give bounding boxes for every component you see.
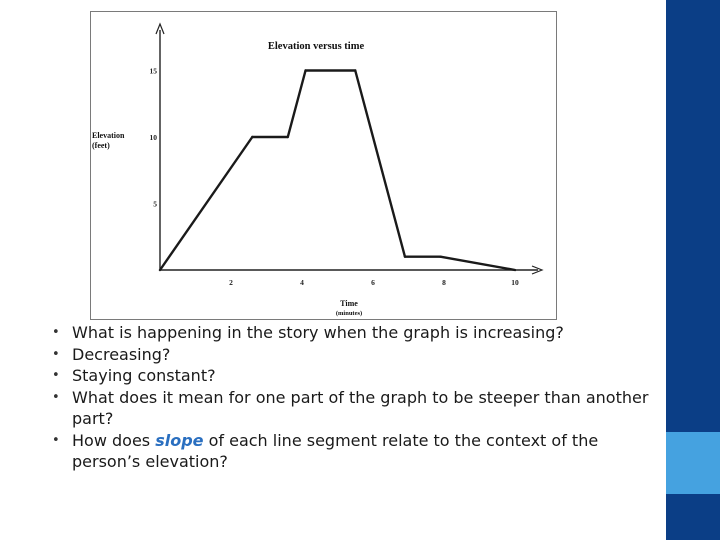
- x-tick-label: 2: [229, 278, 233, 287]
- y-axis-label: Elevation: [92, 131, 125, 140]
- question-item: • Decreasing?: [72, 344, 662, 366]
- question-item: • What does it mean for one part of the graph to be steeper than another part?: [72, 387, 662, 430]
- elevation-line-segment: [355, 71, 405, 257]
- x-tick-label: 8: [442, 278, 446, 287]
- chart-series: [160, 71, 515, 271]
- question-text-end: of each line segment relate to the context of the person’s elevation?: [72, 430, 599, 471]
- x-axis-label: Time: [340, 299, 358, 308]
- y-tick-label: 10: [149, 133, 157, 142]
- elevation-line-segment: [440, 257, 515, 270]
- chart-axes: [156, 24, 542, 274]
- sidebar-decoration-accent: [666, 432, 720, 494]
- x-tick-label: 10: [511, 278, 519, 287]
- y-axis-unit: (feet): [92, 141, 110, 150]
- sidebar-decoration-bottom: [666, 494, 720, 540]
- chart-ticks: [150, 67, 520, 288]
- elevation-line-segment: [160, 137, 252, 270]
- question-item: • Staying constant?: [72, 365, 662, 387]
- chart-title: Elevation versus time: [267, 41, 365, 52]
- question-list: [72, 322, 662, 473]
- x-tick-label: 6: [371, 278, 375, 287]
- slope-keyword: slope: [155, 430, 204, 450]
- x-axis-unit: (minutes): [335, 310, 363, 317]
- y-tick-label: 5: [153, 199, 157, 209]
- y-tick-label: 15: [149, 66, 157, 76]
- sidebar-decoration-top: [666, 0, 720, 432]
- chart-frame: [90, 11, 557, 320]
- elevation-chart: [91, 12, 556, 319]
- question-item: • What is happening in the story when the graph is increasing?: [72, 322, 662, 344]
- elevation-line-segment: [288, 71, 306, 138]
- x-tick-label: 4: [300, 278, 304, 287]
- question-item-slope: [72, 430, 662, 473]
- question-text-start: How does: [72, 430, 156, 450]
